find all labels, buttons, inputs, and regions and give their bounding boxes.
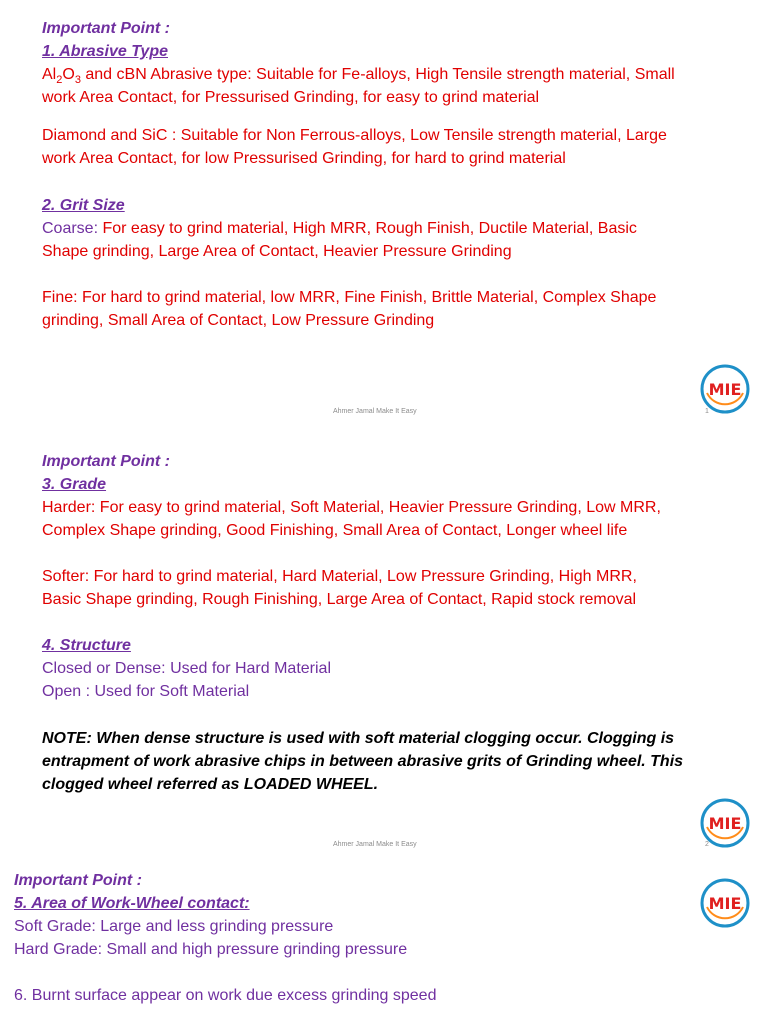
coarse-line-2: Shape grinding, Large Area of Contact, Heavier Pressure Grinding <box>42 243 512 260</box>
al2o3-line-1: $Al_2O_3$ and cBN Abrasive type: Suitable for Fe-alloys, High Tensile strength material, Small <box>42 66 675 87</box>
logo-text: MIE <box>708 380 742 399</box>
logo-text: MIE <box>708 814 742 833</box>
softer-line-2: Basic Shape grinding, Rough Finishing, Large Area of Contact, Rapid stock removal <box>42 591 637 608</box>
slide3-heading: Important Point : <box>14 872 142 889</box>
harder-line-1: Harder: For easy to grind material, Soft Material, Heavier Pressure Grinding, Low MRR, <box>42 499 661 516</box>
grit-size-title: 2. Grit Size <box>42 197 125 214</box>
open-structure-text: Open : Used for Soft Material <box>42 683 250 700</box>
burnt-surface-text: 6. Burnt surface appear on work due excess grinding speed <box>14 987 437 1004</box>
diamond-line-1: Diamond and SiC : Suitable for Non Ferrous-alloys, Low Tensile strength material, Large <box>42 127 667 144</box>
note-line-2: entrapment of work abrasive chips in between abrasive grits of Grinding wheel. This <box>42 753 684 770</box>
coarse-line-1: Coarse: For easy to grind material, High MRR, Rough Finish, Ductile Material, Basic <box>42 220 637 237</box>
structure-title: 4. Structure <box>42 637 131 654</box>
grade-title: 3. Grade <box>42 476 107 493</box>
note-line-1: NOTE: When dense structure is used with soft material clogging occur. Clogging is <box>42 730 675 747</box>
soft-grade-text: Soft Grade: Large and less grinding pressure <box>14 918 334 935</box>
area-contact-title: 5. Area of Work-Wheel contact: <box>14 895 250 912</box>
fine-line-1: Fine: For hard to grind material, low MRR, Fine Finish, Brittle Material, Complex Shape <box>42 289 657 306</box>
closed-structure-text: Closed or Dense: Used for Hard Material <box>42 660 332 677</box>
mie-logo <box>699 877 751 929</box>
diamond-line-2: work Area Contact, for low Pressurised Grinding, for hard to grind material <box>42 150 566 167</box>
slide1-page-number: 1 <box>705 408 709 415</box>
slide2-footer: Ahmer Jamal Make It Easy <box>333 841 417 848</box>
harder-line-2: Complex Shape grinding, Good Finishing, Small Area of Contact, Longer wheel life <box>42 522 628 539</box>
coarse-label: Coarse: <box>42 220 99 237</box>
slide2-page-number: 2 <box>705 841 709 848</box>
logo-text: MIE <box>708 894 742 913</box>
hard-grade-text: Hard Grade: Small and high pressure grinding pressure <box>14 941 408 958</box>
slide2-heading: Important Point : <box>42 453 170 470</box>
slide1-heading: Important Point : <box>42 20 170 37</box>
al2o3-line-2: work Area Contact, for Pressurised Grinding, for easy to grind material <box>42 89 540 106</box>
softer-line-1: Softer: For hard to grind material, Hard Material, Low Pressure Grinding, High MRR, <box>42 568 637 585</box>
fine-line-2: grinding, Small Area of Contact, Low Pressure Grinding <box>42 312 435 329</box>
abrasive-type-title: 1. Abrasive Type <box>42 43 168 60</box>
slide1-footer: Ahmer Jamal Make It Easy <box>333 408 417 415</box>
note-line-3: clogged wheel referred as LOADED WHEEL. <box>42 776 379 793</box>
